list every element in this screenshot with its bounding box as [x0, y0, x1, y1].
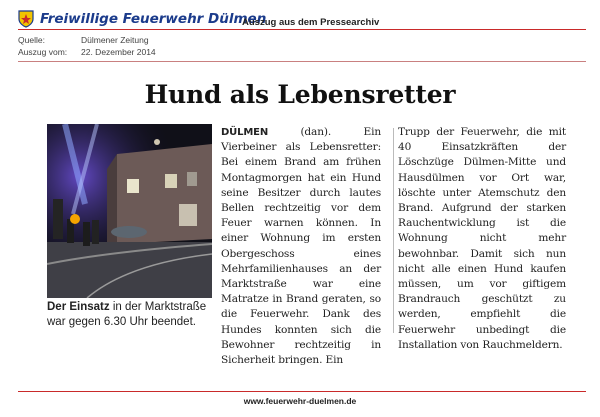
date-value: 22. Dezember 2014: [81, 47, 156, 57]
footer-rule: [18, 391, 586, 392]
article-body-col2: Trupp der Feuerwehr, die mit 40 Einsatzkräften der Löschzüge Dülmen-Mitte und Hausdülmen vor Ort war, löschte unter Atemschutz den Brand. Aufgrund der starken Rauchentwicklung ist die Wohnung nicht mehr bewohnbar. Damit sich nun nicht alle einen Hund kaufen müssen, um vor giftigem Brandrauch geschützt zu werden, empfiehlt die Feuerwehr unbedingt die Installation von Rauchmeldern.: [398, 126, 566, 351]
source-label: Quelle:: [18, 35, 45, 45]
article-column-1: [221, 125, 381, 368]
caption-text: in der Marktstraße war gegen 6.30 Uhr beendet.: [47, 301, 207, 328]
footer-url[interactable]: www.feuerwehr-duelmen.de: [243, 396, 357, 406]
header-rule: [18, 29, 586, 30]
article-dateline: DÜLMEN: [221, 127, 269, 138]
article-body-col1: (dan). Ein Vierbeiner als Lebensretter: Bei einem Brand am frühen Montagmorgen hat ein Hund seine Besitzer durch lautes Bellen rechtzeitig vor dem Feuer warnen können. In einer Wohnung im ersten Obergeschoss eines Mehrfamilienhauses an der Marktstraße war eine Matratze in Brand geraten, so die Feuerwehr. Dank des Hundes konnten sich die Bewohner rechtzeitig in Sicherheit bringen. Ein: [221, 126, 381, 367]
fire-brigade-crest-icon: [18, 10, 34, 28]
date-label: Auszug vom:: [18, 47, 68, 57]
article-headline: Hund als Lebensretter: [144, 80, 456, 109]
photo-caption: [47, 300, 217, 330]
meta-rule: [18, 61, 586, 62]
article-column-2: [398, 125, 566, 353]
column-divider: [393, 128, 394, 333]
organization-name: Freiwillige Feuerwehr Dülmen: [40, 11, 267, 27]
fire-scene-photo: [47, 124, 212, 298]
source-value: Dülmener Zeitung: [81, 35, 149, 45]
archive-section-label: Auszug aus dem Pressearchiv: [242, 17, 380, 28]
caption-lead: Der Einsatz: [47, 301, 110, 313]
